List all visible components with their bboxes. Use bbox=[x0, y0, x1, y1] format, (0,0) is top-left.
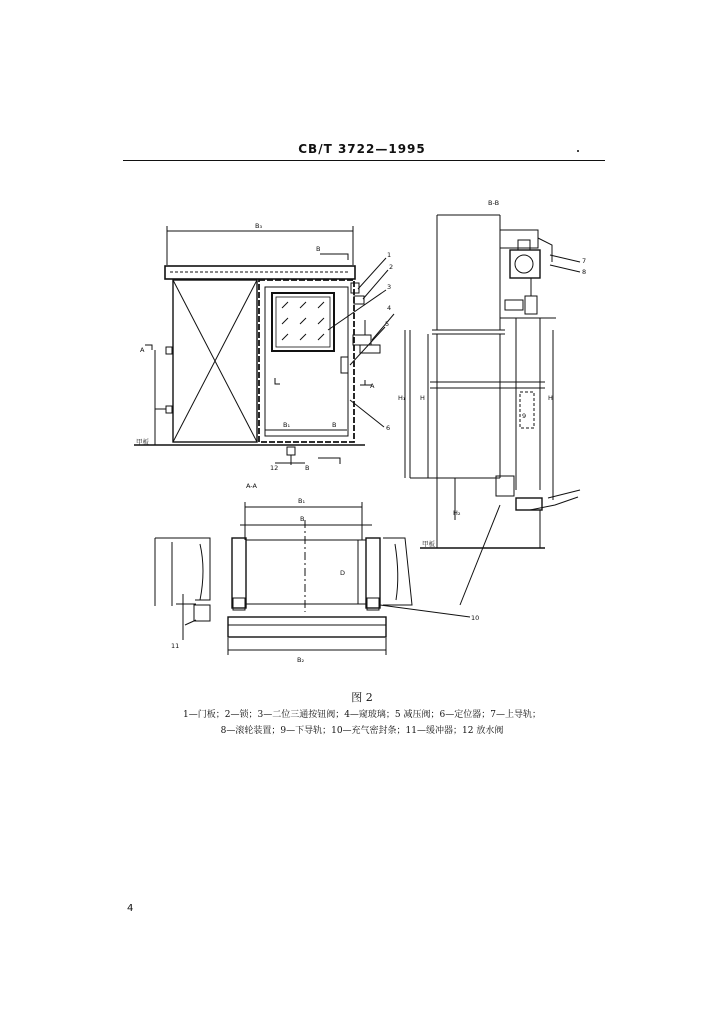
label-section-bb: B-B bbox=[488, 199, 500, 207]
label-n7: 7 bbox=[582, 257, 587, 265]
label-b-door: B bbox=[332, 421, 337, 429]
standard-code-header: CB/T 3722—1995 bbox=[298, 142, 426, 156]
label-n8: 8 bbox=[582, 268, 587, 276]
figure-legend-line-2: 8—滚轮装置；9—下导轨；10—充气密封条；11—缓冲器；12 放水阀 bbox=[220, 726, 504, 736]
label-deck-right: 甲板 bbox=[422, 540, 435, 548]
label-a-left: A bbox=[140, 346, 145, 354]
label-n5: 5 bbox=[385, 320, 390, 328]
label-section-aa: A-A bbox=[246, 482, 257, 490]
figure-legend-line-1: 1—门板；2—锁；3—二位三通按钮阀；4—窥玻璃；5 减压阀；6—定位器；7—上导轨； bbox=[183, 710, 541, 720]
label-b-bottom: B bbox=[305, 464, 310, 472]
label-11: 11 bbox=[171, 642, 180, 650]
label-n2: 2 bbox=[389, 263, 394, 271]
front-elevation-view bbox=[134, 226, 394, 465]
label-b-marker: B bbox=[316, 245, 321, 253]
label-h: H bbox=[420, 394, 425, 402]
label-b3-top: B₃ bbox=[255, 222, 263, 230]
label-deck-left: 甲板 bbox=[136, 438, 149, 446]
label-a-right: A bbox=[370, 382, 375, 390]
label-b2-plan: B₂ bbox=[297, 656, 305, 664]
label-12: 12 bbox=[270, 464, 279, 472]
label-h2: H₂ bbox=[453, 509, 461, 517]
label-h1: H₁ bbox=[398, 394, 406, 402]
label-n1: 1 bbox=[387, 251, 392, 259]
section-aa-plan-view bbox=[155, 502, 470, 655]
label-b1-door: B₁ bbox=[283, 421, 291, 429]
label-b1-plan: B₁ bbox=[298, 497, 306, 505]
label-n3: 3 bbox=[387, 283, 392, 291]
label-d-plan: D bbox=[340, 569, 346, 577]
label-b-plan: B bbox=[300, 515, 305, 523]
label-n6: 6 bbox=[386, 424, 391, 432]
label-n4: 4 bbox=[387, 304, 392, 312]
label-n10: 10 bbox=[471, 614, 480, 622]
figure-caption: 图 2 bbox=[351, 691, 373, 704]
label-n9: 9 bbox=[522, 412, 527, 420]
page-number: 4 bbox=[127, 903, 134, 914]
label-h-right: H bbox=[548, 394, 553, 402]
